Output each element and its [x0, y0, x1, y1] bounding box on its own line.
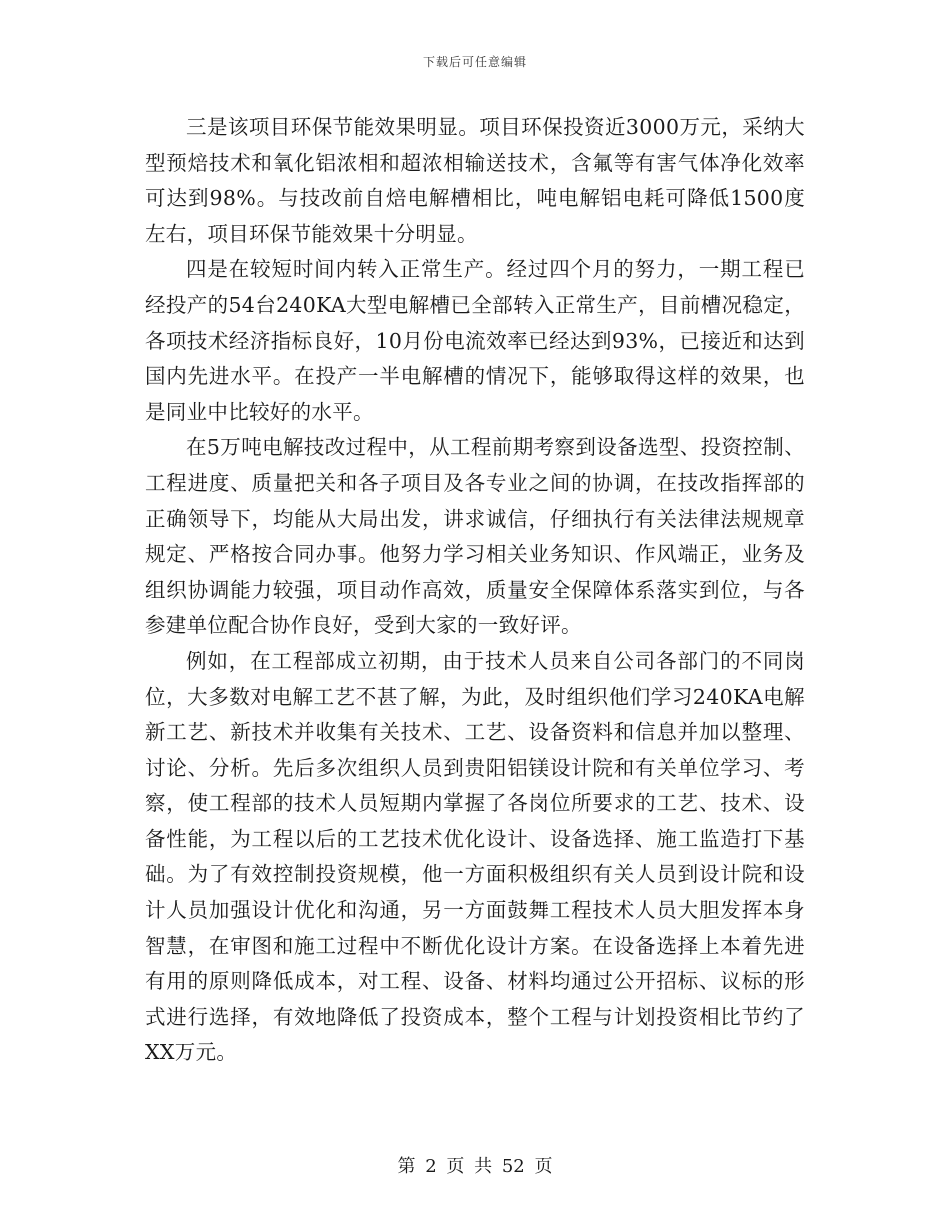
paragraph-example: 例如，在工程部成立初期，由于技术人员来自公司各部门的不同岗位，大多数对电解工艺不甚了解，为此，及时组织他们学习240KA电解新工艺、新技术并收集有关技术、工艺、设备资料和信息并加以整理、讨论、分析。先后多次组织人员到贵阳铝镁设计院和有关单位学习、考察，使工程部的技术人员短期内掌握了各岗位所要求的工艺、技术、设备性能，为工程以后的工艺技术优化设计、设备选择、施工监造打下基础。为了有效控制投资规模，他一方面积极组织有关人员到设计院和设计人员加强设计优化和沟通，另一方面鼓舞工程技术人员大胆发挥本身智慧，在审图和施工过程中不断优化设计方案。在设备选择上本着先进有用的原则降低成本，对工程、设备、材料均通过公开招标、议标的形式进行选择，有效地降低了投资成本，整个工程与计划投资相比节约了XX万元。: [145, 648, 805, 1065]
paragraph-production: 四是在较短时间内转入正常生产。经过四个月的努力，一期工程已经投产的54台240KA大型电解槽已全部转入正常生产，目前槽况稳定，各项技术经济指标良好，10月份电流效率已经达到93%，已接近和达到国内先进水平。在投产一半电解槽的情况下，能够取得这样的效果，也是同业中比较好的水平。: [145, 257, 805, 424]
page-number-footer: 第 2 页 共 52 页: [397, 1156, 553, 1177]
page-header: 下载后可任意编辑: [422, 55, 527, 69]
document-body: [145, 110, 805, 1071]
paragraph-renovation-process: 在5万吨电解技改过程中，从工程前期考察到设备选型、投资控制、工程进度、质量把关和各子项目及各专业之间的协调，在技改指挥部的正确领导下，均能从大局出发，讲求诚信，仔细执行有关法律法规规章规定、严格按合同办事。他努力学习相关业务知识、作风端正，业务及组织协调能力较强，项目动作高效，质量安全保障体系落实到位，与各参建单位配合协作良好，受到大家的一致好评。: [145, 435, 805, 638]
paragraph-environmental: 三是该项目环保节能效果明显。项目环保投资近3000万元，采纳大型预焙技术和氧化铝浓相和超浓相输送技术，含氟等有害气体净化效率可达到98%。与技改前自焙电解槽相比，吨电解铝电耗可降低1500度左右，项目环保节能效果十分明显。: [145, 115, 805, 246]
